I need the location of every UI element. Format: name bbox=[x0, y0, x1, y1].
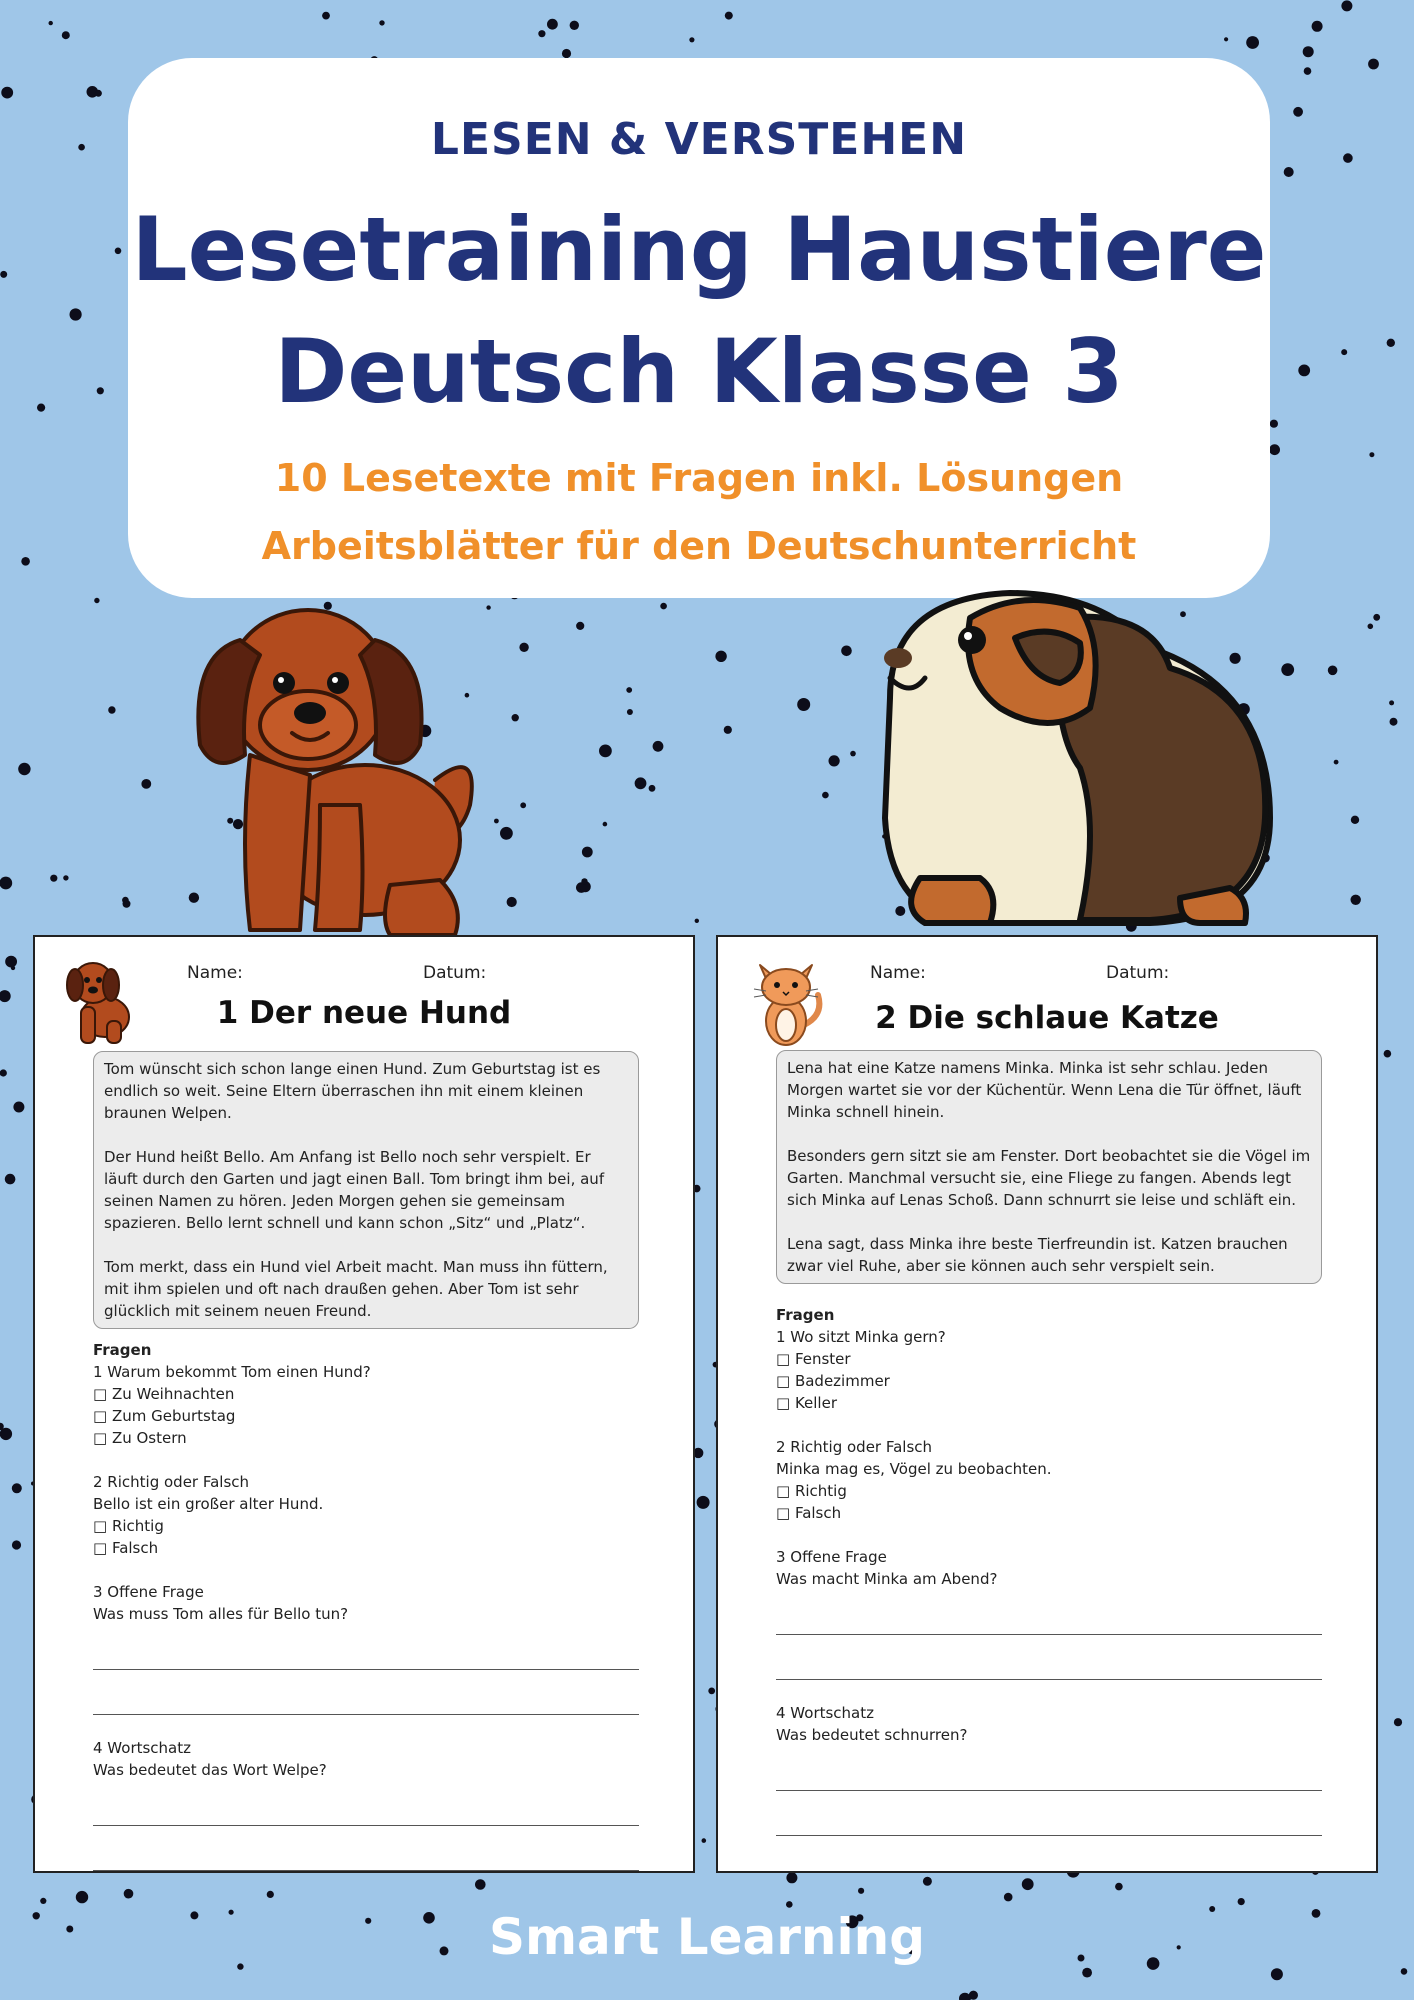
background-dot bbox=[708, 1688, 715, 1695]
background-dot bbox=[1284, 167, 1294, 177]
answer-option[interactable]: □ Zum Geburtstag bbox=[93, 1407, 236, 1425]
story-paragraph: Tom wünscht sich schon lange einen Hund. Zum Geburtstag ist es endlich so weit. Seine Eltern überraschen ihn mit einem kleinen braunen Welpen. bbox=[104, 1060, 601, 1122]
answer-line[interactable] bbox=[93, 1670, 639, 1715]
background-dot bbox=[494, 819, 499, 824]
question-4-heading: 4 Wortschatz bbox=[776, 1704, 875, 1722]
background-dot bbox=[0, 1069, 7, 1076]
brand-logo-text: Smart Learning bbox=[488, 1908, 926, 1966]
background-dot bbox=[1334, 760, 1339, 765]
answer-line[interactable] bbox=[776, 1590, 1322, 1635]
background-dot bbox=[1115, 1883, 1123, 1891]
background-dot bbox=[267, 1891, 274, 1898]
background-dot bbox=[1368, 59, 1379, 70]
background-dot bbox=[519, 643, 528, 652]
background-dot bbox=[1351, 816, 1359, 824]
background-dot bbox=[1401, 1968, 1408, 1975]
question-2-heading: 2 Richtig oder Falsch bbox=[93, 1473, 250, 1491]
story-paragraph: Der Hund heißt Bello. Am Anfang ist Bello noch sehr verspielt. Er läuft durch den Garten und jagt einen Ball. Tom bringt ihm bei, auf seinen Namen zu hören. Jeden Morgen gehen sie gemeinsam spazieren. Bello lernt schnell und kann schon „Sitz“ und „Platz“. bbox=[104, 1148, 605, 1232]
answer-line[interactable] bbox=[93, 1826, 639, 1871]
background-dot bbox=[1, 87, 13, 99]
background-dot bbox=[724, 726, 732, 734]
background-dot bbox=[13, 1102, 24, 1113]
name-label: Name: bbox=[870, 963, 926, 983]
question-4-heading: 4 Wortschatz bbox=[93, 1739, 192, 1757]
background-dot bbox=[475, 1879, 486, 1890]
background-dot bbox=[1351, 895, 1361, 905]
answer-line[interactable] bbox=[93, 1781, 639, 1826]
questions-section bbox=[776, 1304, 1322, 1836]
background-dot bbox=[715, 651, 726, 662]
background-dot bbox=[12, 1483, 22, 1493]
answer-line[interactable] bbox=[776, 1635, 1322, 1680]
background-dot bbox=[0, 877, 12, 890]
background-dot bbox=[1394, 1718, 1402, 1726]
background-dot bbox=[49, 21, 53, 25]
background-dot bbox=[21, 557, 30, 566]
background-dot bbox=[822, 792, 829, 799]
background-dot bbox=[626, 687, 632, 693]
background-dot bbox=[5, 956, 17, 968]
answer-option[interactable]: □ Zu Weihnachten bbox=[93, 1385, 235, 1403]
answer-option[interactable]: □ Richtig bbox=[93, 1517, 164, 1535]
background-dot bbox=[97, 387, 104, 394]
background-dot bbox=[1298, 365, 1310, 377]
question-1-heading: 1 Wo sitzt Minka gern? bbox=[776, 1328, 946, 1346]
story-box bbox=[93, 1051, 639, 1329]
background-dot bbox=[1281, 663, 1294, 676]
background-dot bbox=[1328, 666, 1338, 676]
background-dot bbox=[0, 990, 11, 1002]
background-dot bbox=[507, 897, 517, 907]
story-paragraph: Tom merkt, dass ein Hund viel Arbeit macht. Man muss ihn füttern, mit ihm spielen und oft nach draußen gehen. Aber Tom ist sehr glücklich mit seinem neuen Freund. bbox=[104, 1258, 608, 1320]
answer-line[interactable] bbox=[93, 1625, 639, 1670]
questions-heading: Fragen bbox=[776, 1306, 835, 1324]
answer-option[interactable]: □ Zu Ostern bbox=[93, 1429, 187, 1447]
worksheet-1 bbox=[33, 935, 695, 1873]
question-3-heading: 3 Offene Frage bbox=[93, 1583, 204, 1601]
background-dot bbox=[1304, 67, 1312, 75]
background-dot bbox=[50, 875, 57, 882]
eyebrow-label: LESEN & VERSTEHEN bbox=[430, 114, 968, 165]
background-dot bbox=[500, 827, 513, 840]
background-dot bbox=[95, 90, 102, 97]
question-3-text: Was muss Tom alles für Bello tun? bbox=[93, 1605, 349, 1623]
background-dot bbox=[520, 802, 526, 808]
background-dot bbox=[570, 21, 579, 30]
background-dot bbox=[1238, 1898, 1245, 1905]
background-dot bbox=[1293, 107, 1303, 117]
background-dot bbox=[70, 308, 82, 320]
answer-option[interactable]: □ Keller bbox=[776, 1394, 837, 1412]
background-dot bbox=[576, 622, 584, 630]
background-dot bbox=[1004, 1893, 1013, 1902]
background-dot bbox=[1303, 46, 1314, 57]
background-dot bbox=[603, 822, 608, 827]
subtitle-line-1: 10 Lesetexte mit Fragen inkl. Lösungen bbox=[274, 456, 1124, 500]
answer-option[interactable]: □ Falsch bbox=[776, 1504, 842, 1522]
background-dot bbox=[1368, 624, 1374, 630]
date-label: Datum: bbox=[423, 963, 487, 983]
background-dot bbox=[1271, 1968, 1283, 1980]
question-2-statement: Minka mag es, Vögel zu beobachten. bbox=[776, 1460, 1052, 1478]
question-4-text: Was bedeutet das Wort Welpe? bbox=[93, 1761, 327, 1779]
background-dot bbox=[124, 1889, 134, 1899]
question-1-heading: 1 Warum bekommt Tom einen Hund? bbox=[93, 1363, 371, 1381]
question-3-text: Was macht Minka am Abend? bbox=[776, 1570, 998, 1588]
story-paragraph: Lena sagt, dass Minka ihre beste Tierfreundin ist. Katzen brauchen zwar viel Ruhe, aber sie können auch sehr verspielt sein. bbox=[787, 1235, 1288, 1275]
background-dot bbox=[123, 900, 131, 908]
background-dot bbox=[1369, 452, 1374, 457]
answer-option[interactable]: □ Falsch bbox=[93, 1539, 159, 1557]
background-dot bbox=[697, 1496, 710, 1509]
background-dot bbox=[702, 1838, 707, 1843]
header-card bbox=[128, 58, 1270, 598]
background-dot bbox=[1246, 36, 1259, 49]
background-dot bbox=[1022, 1878, 1034, 1890]
background-dot bbox=[1082, 1968, 1092, 1978]
background-dot bbox=[660, 603, 667, 610]
main-title-line-2: Deutsch Klasse 3 bbox=[274, 320, 1124, 423]
story-paragraph: Besonders gern sitzt sie am Fenster. Dort beobachtet sie die Vögel im Garten. Manchmal versucht sie, eine Fliege zu fangen. Abends legt sich Minka auf Lenas Schoß. Dann schnurrt sie leise und schläft ein. bbox=[787, 1147, 1311, 1209]
background-dot bbox=[635, 777, 647, 789]
guinea-pig-illustration bbox=[850, 578, 1282, 948]
background-dot bbox=[18, 763, 30, 775]
background-dot bbox=[786, 1872, 797, 1883]
story-paragraph: Lena hat eine Katze namens Minka. Minka ist sehr schlau. Jeden Morgen wartet sie vor der Küchentür. Wenn Lena die Tür öffnet, läuft Minka schnell hinein. bbox=[787, 1059, 1302, 1121]
background-dot bbox=[322, 12, 330, 20]
background-dot bbox=[599, 745, 612, 758]
background-dot bbox=[858, 1888, 864, 1894]
background-dot bbox=[786, 1901, 793, 1908]
answer-option[interactable]: □ Badezimmer bbox=[776, 1372, 890, 1390]
question-4-text: Was bedeutet schnurren? bbox=[776, 1726, 968, 1744]
background-dot bbox=[108, 706, 115, 713]
background-dot bbox=[1390, 718, 1398, 726]
background-dot bbox=[725, 12, 733, 20]
background-dot bbox=[1270, 420, 1278, 428]
background-dot bbox=[512, 714, 519, 721]
background-dot bbox=[1224, 37, 1228, 41]
background-dot bbox=[76, 1891, 88, 1903]
background-dot bbox=[37, 404, 45, 412]
name-label: Name: bbox=[187, 963, 243, 983]
background-dot bbox=[0, 271, 7, 278]
answer-option[interactable]: □ Fenster bbox=[776, 1350, 851, 1368]
questions-section bbox=[93, 1339, 639, 1871]
background-dot bbox=[581, 878, 587, 884]
background-dot bbox=[5, 1174, 16, 1185]
background-dot bbox=[627, 709, 633, 715]
background-dot bbox=[689, 37, 694, 42]
story-box bbox=[776, 1050, 1322, 1284]
background-dot bbox=[547, 19, 558, 30]
answer-line[interactable] bbox=[776, 1746, 1322, 1791]
background-dot bbox=[1387, 339, 1395, 347]
background-dot bbox=[653, 741, 664, 752]
background-dot bbox=[649, 785, 656, 792]
background-dot bbox=[40, 1898, 46, 1904]
background-dot bbox=[12, 1540, 21, 1549]
questions-heading: Fragen bbox=[93, 1341, 152, 1359]
question-3-heading: 3 Offene Frage bbox=[776, 1548, 887, 1566]
background-dot bbox=[797, 698, 810, 711]
sheet-title: 1 Der neue Hund bbox=[216, 995, 512, 1031]
dog-illustration bbox=[180, 585, 490, 945]
main-title-line-1: Lesetraining Haustiere bbox=[131, 198, 1267, 301]
background-dot bbox=[1389, 700, 1394, 705]
subtitle-line-2: Arbeitsblätter für den Deutschunterricht bbox=[261, 524, 1137, 568]
background-dot bbox=[562, 49, 571, 58]
background-dot bbox=[1384, 1050, 1392, 1058]
background-dot bbox=[1341, 349, 1347, 355]
question-2-statement: Bello ist ein großer alter Hund. bbox=[93, 1495, 324, 1513]
question-2-heading: 2 Richtig oder Falsch bbox=[776, 1438, 933, 1456]
background-dot bbox=[538, 30, 545, 37]
background-dot bbox=[1312, 21, 1323, 32]
background-dot bbox=[1341, 0, 1352, 11]
background-dot bbox=[379, 20, 384, 25]
background-dot bbox=[1343, 153, 1353, 163]
sheet-title: 2 Die schlaue Katze bbox=[875, 1000, 1219, 1036]
background-dot bbox=[115, 248, 122, 255]
background-dot bbox=[923, 1877, 932, 1886]
date-label: Datum: bbox=[1106, 963, 1170, 983]
background-dot bbox=[141, 779, 151, 789]
background-dot bbox=[94, 598, 99, 603]
background-dot bbox=[829, 755, 840, 766]
answer-option[interactable]: □ Richtig bbox=[776, 1482, 847, 1500]
background-dot bbox=[582, 847, 593, 858]
background-dot bbox=[78, 144, 85, 151]
background-dot bbox=[1373, 614, 1380, 621]
background-dot bbox=[62, 31, 70, 39]
answer-line[interactable] bbox=[776, 1791, 1322, 1836]
background-dot bbox=[695, 919, 699, 923]
background-dot bbox=[63, 875, 68, 880]
worksheet-2 bbox=[716, 935, 1378, 1873]
background-dot bbox=[1269, 444, 1280, 455]
